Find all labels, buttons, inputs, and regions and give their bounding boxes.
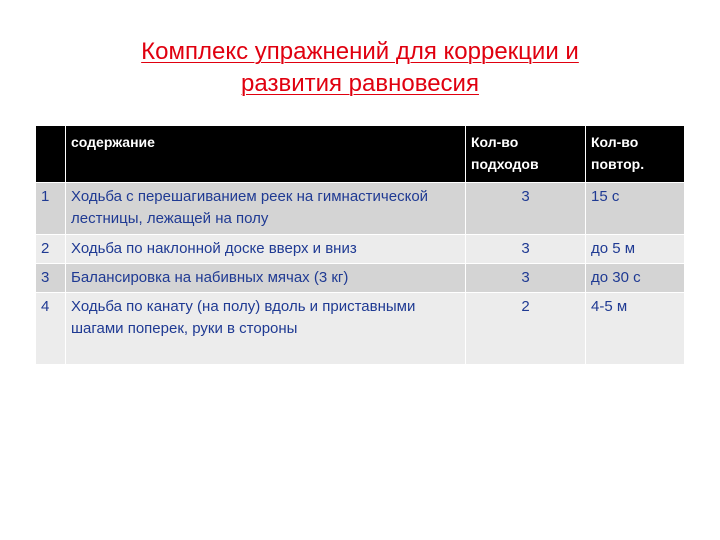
page-title-line-2: развития равновесия [241, 70, 479, 97]
table-row [36, 293, 685, 365]
row-content: Ходьба по канату (на полу) вдоль и приставными шагами поперек, руки в стороны [66, 293, 466, 365]
table-header-row [36, 126, 685, 183]
row-content: Ходьба с перешагиванием реек на гимнастической лестницы, лежащей на полу [66, 183, 466, 235]
page-title-line-1: Комплекс упражнений для коррекции и [141, 38, 579, 65]
header-sets: Кол-во подходов [466, 126, 586, 183]
exercise-table [35, 125, 685, 365]
header-number [36, 126, 66, 183]
table-row [36, 183, 685, 235]
row-reps: до 30 с [586, 264, 685, 293]
row-content: Балансировка на набивных мячах (3 кг) [66, 264, 466, 293]
row-sets: 2 [466, 293, 586, 365]
row-reps: 15 с [586, 183, 685, 235]
row-sets: 3 [466, 235, 586, 264]
table-row [36, 264, 685, 293]
row-reps: до 5 м [586, 235, 685, 264]
header-reps: Кол-во повтор. [586, 126, 685, 183]
row-number: 2 [36, 235, 66, 264]
row-number: 1 [36, 183, 66, 235]
header-content: содержание [66, 126, 466, 183]
table-row [36, 235, 685, 264]
page-title [40, 36, 680, 100]
row-reps: 4-5 м [586, 293, 685, 365]
row-number: 4 [36, 293, 66, 365]
row-number: 3 [36, 264, 66, 293]
row-sets: 3 [466, 264, 586, 293]
row-sets: 3 [466, 183, 586, 235]
row-content: Ходьба по наклонной доске вверх и вниз [66, 235, 466, 264]
